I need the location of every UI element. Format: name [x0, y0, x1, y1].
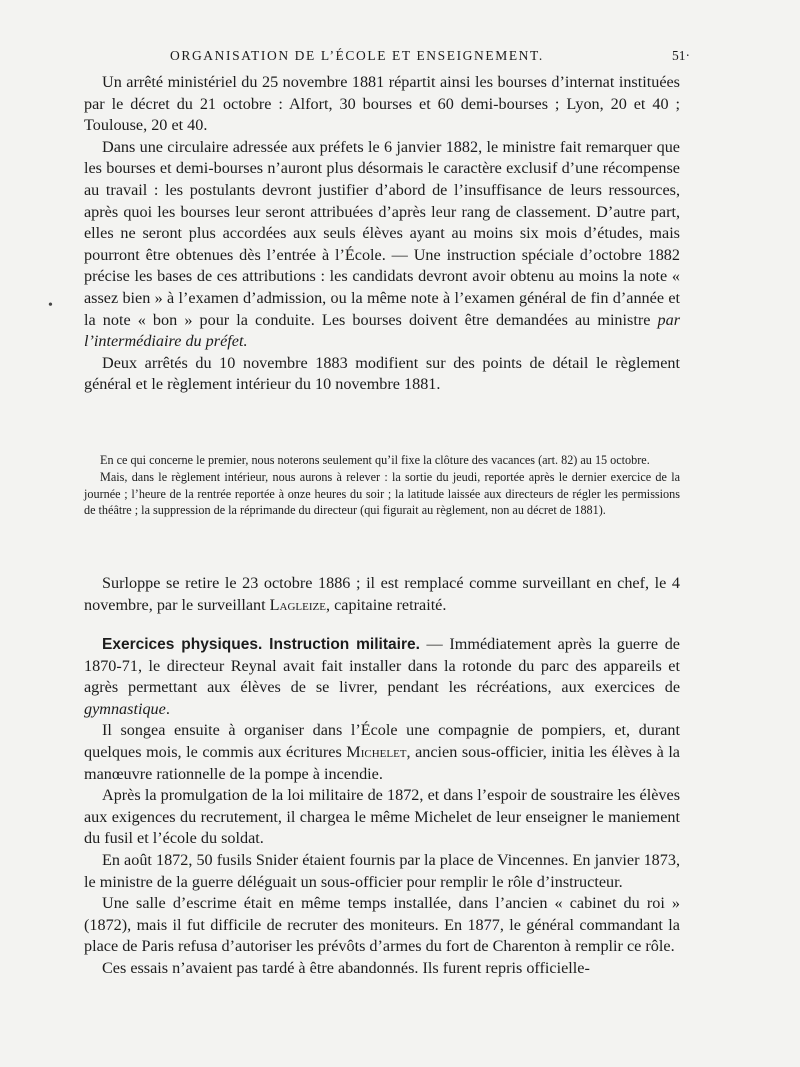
- paragraph-exercices: Exercices physiques. Instruction militaire. — Immédiatement après la guerre de 1870-71, le directeur Reynal avait fait installer dans la rotonde du parc des appareils et agrès permettant aux élèves de se livrer, pendant les récréations, aux exercices de gymnastique.: [84, 635, 680, 718]
- main-text-block-2: [84, 573, 680, 616]
- paragraph-surloppe: Surloppe se retire le 23 octobre 1886 ; il est remplacé comme surveillant en chef, le 4 novembre, par le surveillant Lagleize, capitaine retraité.: [84, 574, 680, 614]
- running-head-title: ORGANISATION DE L’ÉCOLE ET ENSEIGNEMENT.: [170, 48, 544, 63]
- main-text-block-1: [84, 72, 680, 396]
- paragraph-circulaire-1882: Dans une circulaire adressée aux préfets le 6 janvier 1882, le ministre fait remarquer que les bourses et demi-bourses n’auront plus désormais le caractère exclusif d’une récompense au travail : les postulants devront justifier d’abord de l’insuffisance de leurs ressources, après quoi les bourses leur seront attribuées d’après leur rang de classement. D’autre part, elles ne seront plus accordées aux seuls élèves ayant au moins six mois d’études, mais pourront être obtenues dès l’entrée à l’École. — Une instruction spéciale d’octobre 1882 précise les bases de ces attributions : les candidats devront avoir obtenu au moins la note « assez bien » à l’examen d’admission, ou la même note à l’examen général de fin d’année et la note « bon » pour la conduite. Les bourses doivent être demandées au ministre par l’intermédiaire du préfet.: [84, 137, 681, 351]
- footnote-block: [84, 452, 680, 519]
- paragraph-pompiers: Il songea ensuite à organiser dans l’École une compagnie de pompiers, et, durant quelques mois, le commis aux écritures Michelet, ancien sous-officier, initia les élèves à la manœuvre rationnelle de la pompe à incendie.: [84, 721, 680, 783]
- paragraph-arretes-1883: Deux arrêtés du 10 novembre 1883 modifient sur des points de détail le règlement général et le règlement intérieur du 10 novembre 1881.: [84, 353, 680, 394]
- note-reglement-interieur: Mais, dans le règlement intérieur, nous aurons à relever : la sortie du jeudi, reportée après le dernier exercice de la journée ; l’heure de la rentrée reportée à onze heures du soir ; la latitude laissée aux directeurs de régler les permissions de théâtre ; la suppression de la réprimande du directeur (qui figurait au règlement, non au décret de 1881).: [84, 469, 680, 518]
- paragraph-loi-militaire: Après la promulgation de la loi militaire de 1872, et dans l’espoir de soustraire les élèves aux exigences du recrutement, il chargea le même Michelet de leur enseigner le maniement du fusil et l’école du soldat.: [84, 786, 680, 848]
- note-premier: En ce qui concerne le premier, nous noterons seulement qu’il fixe la clôture des vacances (art. 82) au 15 octobre.: [100, 453, 650, 467]
- italic-phrase: par l’intermédiaire du préfet.: [84, 310, 681, 351]
- paragraph-bourses-1881: Un arrêté ministériel du 25 novembre 1881 répartit ainsi les bourses d’internat instituées par le décret du 21 octobre : Alfort, 30 bourses et 60 demi-bourses ; Lyon, 20 et 40 ; Toulouse, 20 et 40.: [84, 73, 680, 135]
- margin-speck: •: [48, 298, 53, 313]
- paragraph-fusils: En août 1872, 50 fusils Snider étaient fournis par la place de Vincennes. En janvier 1873, le ministre de la guerre déléguait un sous-officier pour remplir le rôle d’instructeur.: [84, 850, 680, 891]
- section-heading: Exercices physiques. Instruction militaire.: [102, 636, 420, 653]
- italic-gymnastique: gymnastique: [84, 699, 166, 718]
- paragraph-essais: Ces essais n’avaient pas tardé à être abandonnés. Ils furent repris officielle-: [102, 958, 590, 977]
- running-head: [170, 48, 690, 64]
- name-michelet: Michelet: [346, 742, 407, 761]
- page-number: 51·: [672, 48, 690, 63]
- main-text-block-3: [84, 634, 680, 980]
- paragraph-escrime: Une salle d’escrime était en même temps installée, dans l’ancien « cabinet du roi » (1872), mais il fut difficile de recruter des moniteurs. En 1877, le général commandant la place de Paris refusa d’autoriser les prévôts d’armes du fort de Charenton à remplir ce rôle.: [84, 894, 680, 956]
- name-lagleize: Lagleize: [269, 595, 326, 614]
